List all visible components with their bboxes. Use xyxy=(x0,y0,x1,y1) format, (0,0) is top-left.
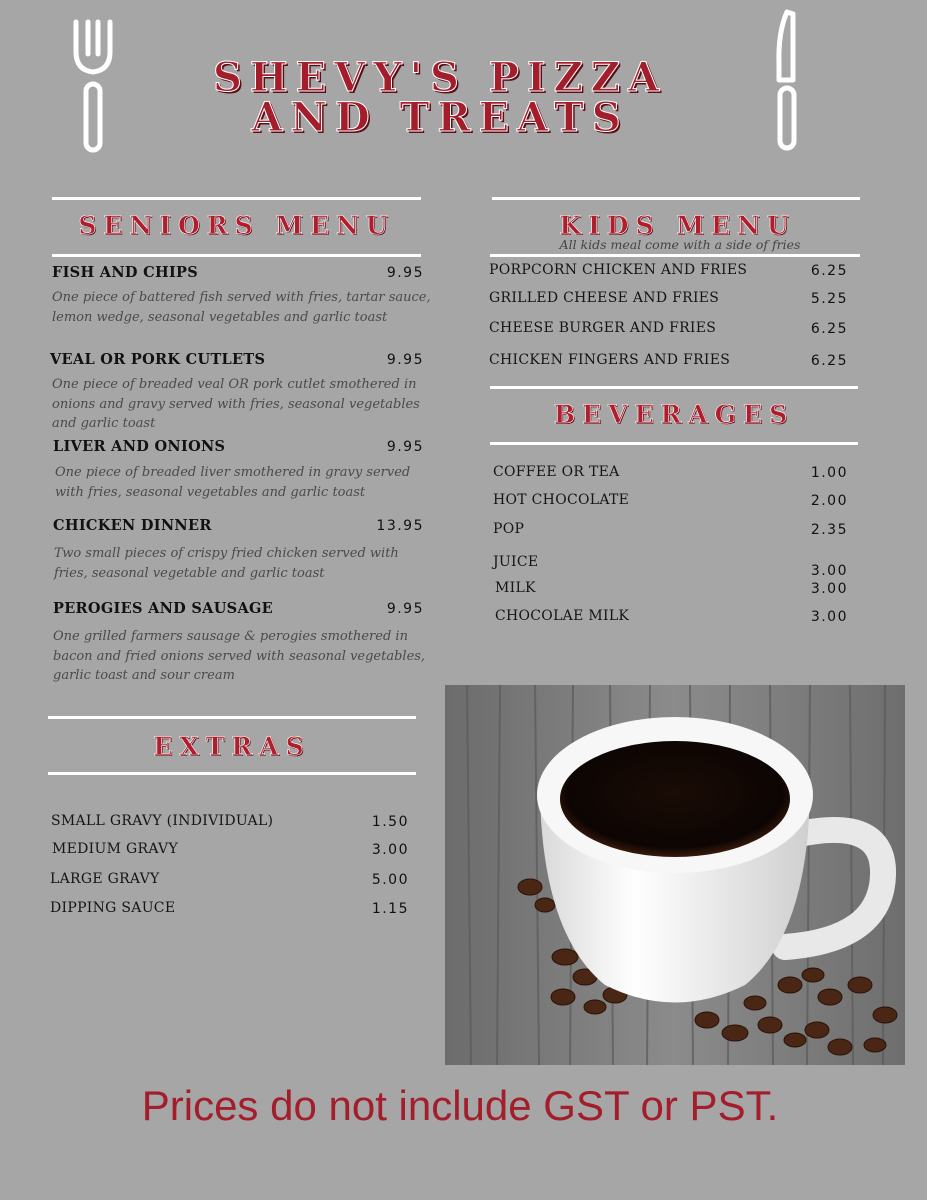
divider xyxy=(48,772,416,775)
menu-item-name: POP xyxy=(493,521,525,537)
menu-item-description: One piece of breaded liver smothered in gravy served with fries, seasonal vegetables and garlic toast xyxy=(55,465,411,500)
divider xyxy=(490,254,860,257)
menu-item-name: COFFEE OR TEA xyxy=(493,464,620,480)
fork-icon xyxy=(70,18,116,156)
menu-item-price: 3.00 xyxy=(810,563,848,579)
beverages-heading: BEVERAGES xyxy=(553,400,795,429)
restaurant-title-line1: SHEVY'S PIZZA xyxy=(212,54,668,101)
menu-item-name: CHEESE BURGER AND FRIES xyxy=(489,320,717,336)
menu-item-price: 1.15 xyxy=(371,901,409,917)
menu-item-name: CHICKEN FINGERS AND FRIES xyxy=(489,352,731,368)
menu-item-price: 6.25 xyxy=(810,263,848,279)
coffee-cup-photo xyxy=(445,685,905,1065)
menu-item-name: FISH AND CHIPS xyxy=(52,264,199,281)
menu-item-price: 1.00 xyxy=(810,465,848,481)
menu-item-price: 3.00 xyxy=(810,581,848,597)
menu-item-price: 6.25 xyxy=(810,321,848,337)
menu-item-price: 9.95 xyxy=(386,352,424,368)
menu-item-name: CHICKEN DINNER xyxy=(53,517,212,534)
seniors-menu-heading: SENIORS MENU xyxy=(78,211,395,240)
menu-item-name: SMALL GRAVY (INDIVIDUAL) xyxy=(51,813,274,829)
menu-item-price: 5.25 xyxy=(810,291,848,307)
restaurant-title-line2: AND TREATS xyxy=(251,94,629,141)
menu-item-description: Two small pieces of crispy fried chicken served with fries, seasonal vegetable and garlic toast xyxy=(54,546,399,581)
menu-item-name: LIVER AND ONIONS xyxy=(53,438,226,455)
menu-item-price: 5.00 xyxy=(371,872,409,888)
menu-item-description: One grilled farmers sausage & perogies smothered in bacon and fried onions served with seasonal vegetables, garlic toast and sour cream xyxy=(53,629,426,683)
menu-item-price: 2.35 xyxy=(810,522,848,538)
menu-item-name: GRILLED CHEESE AND FRIES xyxy=(489,290,720,306)
menu-item-name: MEDIUM GRAVY xyxy=(52,841,178,857)
menu-item-name: DIPPING SAUCE xyxy=(50,900,176,916)
kids-menu-heading: KIDS MENU xyxy=(559,211,796,240)
menu-item-price: 9.95 xyxy=(386,439,424,455)
extras-heading: EXTRAS xyxy=(153,732,311,761)
kids-menu-note: All kids meal come with a side of fries xyxy=(559,237,801,252)
menu-item-price: 3.00 xyxy=(810,609,848,625)
divider xyxy=(490,442,858,445)
menu-item-name: PORPCORN CHICKEN AND FRIES xyxy=(489,262,748,278)
menu-item-price: 2.00 xyxy=(810,493,848,509)
menu-item-price: 3.00 xyxy=(371,842,409,858)
menu-item-name: VEAL OR PORK CUTLETS xyxy=(50,351,266,368)
menu-item-description: One piece of battered fish served with fries, tartar sauce, lemon wedge, seasonal vegetables and garlic toast xyxy=(52,290,431,325)
menu-item-name: PEROGIES AND SAUSAGE xyxy=(53,600,274,617)
divider xyxy=(490,386,858,389)
tax-note: Prices do not include GST or PST. xyxy=(141,1082,779,1129)
menu-item-price: 6.25 xyxy=(810,353,848,369)
divider xyxy=(492,197,860,200)
knife-icon xyxy=(772,8,802,154)
menu-item-price: 13.95 xyxy=(376,518,424,534)
divider xyxy=(48,716,416,719)
divider xyxy=(52,197,421,200)
menu-item-price: 9.95 xyxy=(386,601,424,617)
menu-item-name: HOT CHOCOLATE xyxy=(493,492,630,508)
menu-item-name: CHOCOLAE MILK xyxy=(495,608,630,624)
menu-item-name: MILK xyxy=(495,580,536,596)
divider xyxy=(52,254,421,257)
menu-item-name: LARGE GRAVY xyxy=(50,871,160,887)
menu-item-name: JUICE xyxy=(493,554,539,570)
menu-item-price: 1.50 xyxy=(371,814,409,830)
menu-item-description: One piece of breaded veal OR pork cutlet smothered in onions and gravy served with fries, seasonal vegetables and garlic toast xyxy=(52,377,420,431)
menu-item-price: 9.95 xyxy=(386,265,424,281)
